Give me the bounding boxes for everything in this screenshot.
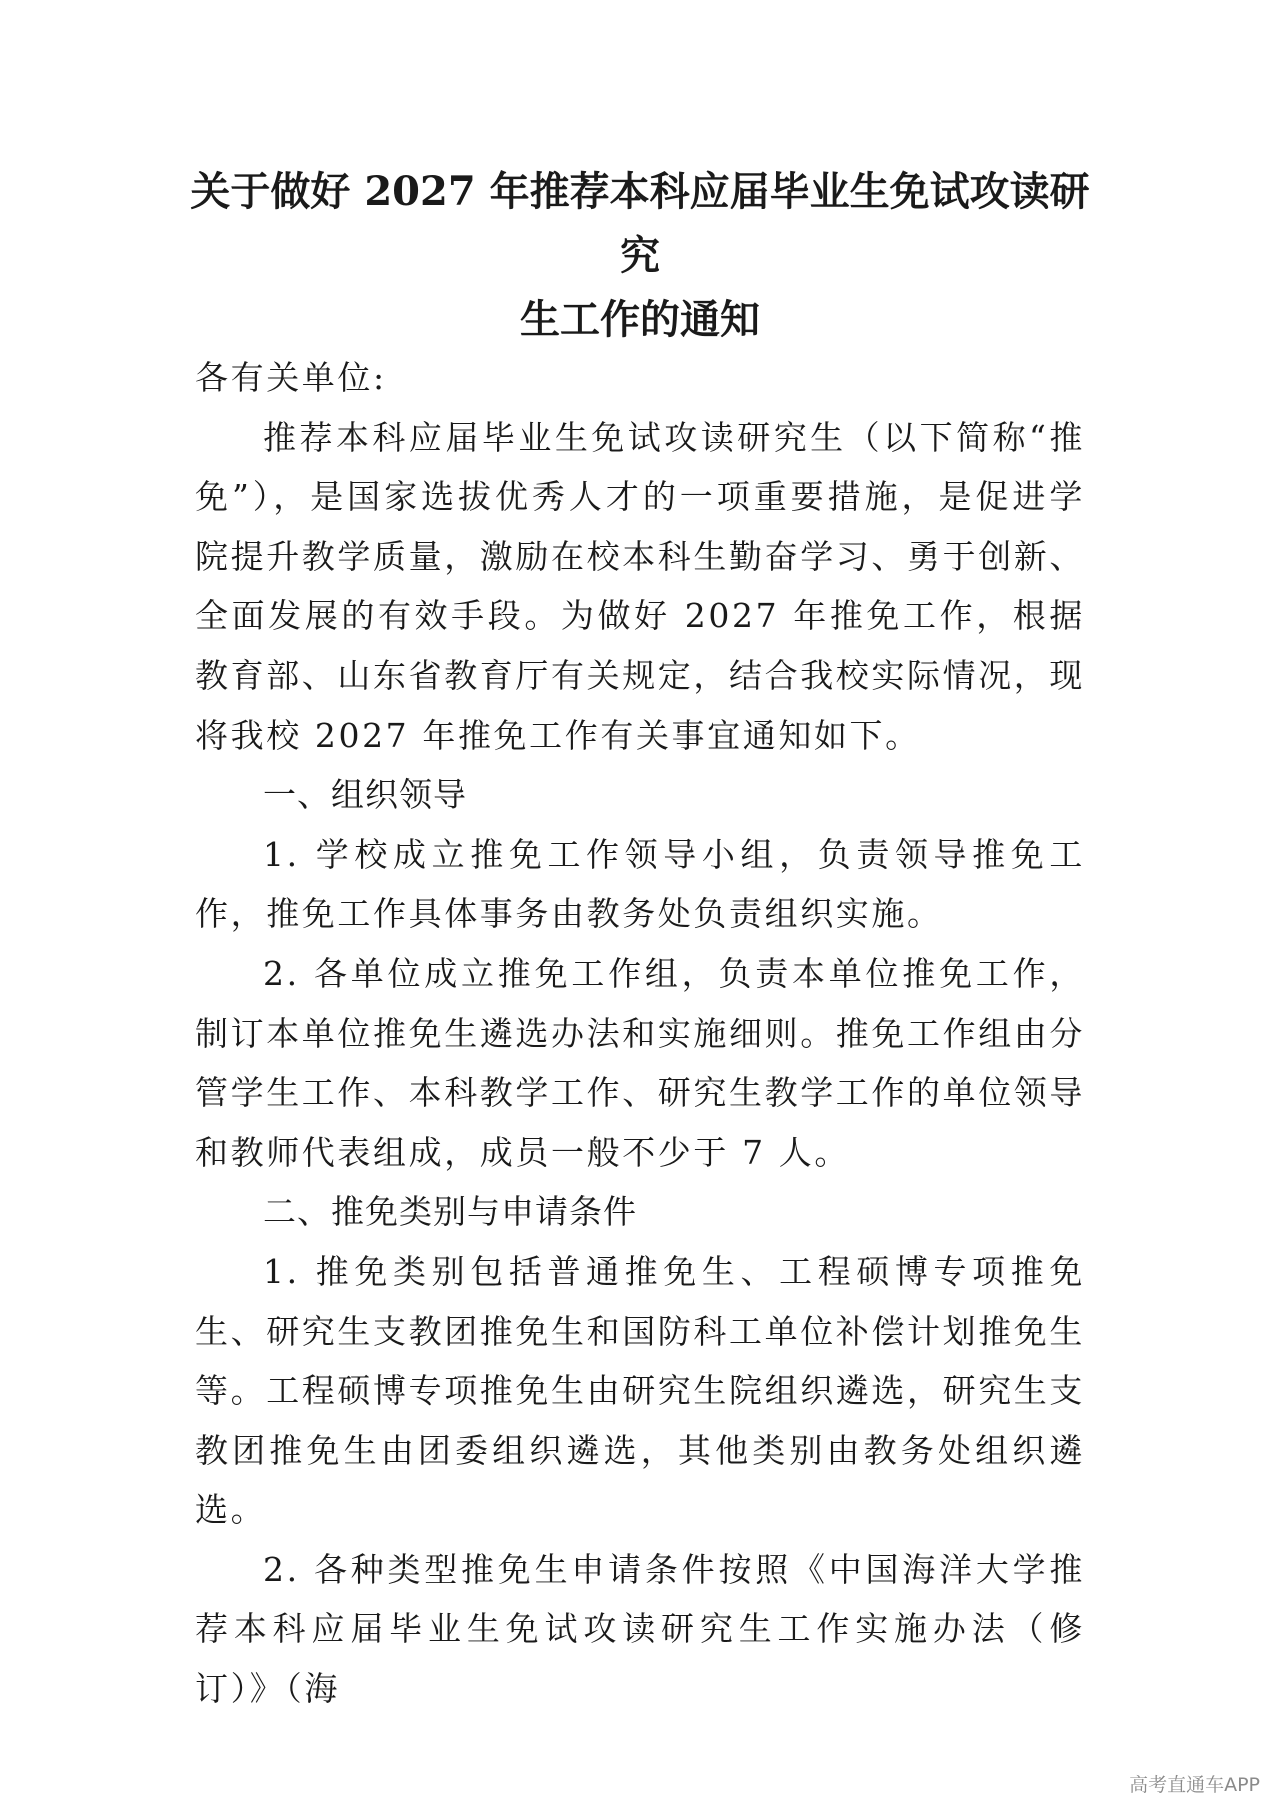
title-line-2: 生工作的通知: [520, 296, 760, 343]
paragraph-categories: 1. 推免类别包括普通推免生、工程硕博专项推免生、研究生支教团推免生和国防科工单位补偿计划推免生等。工程硕博专项推免生由研究生院组织遴选，研究生支教团推免生由团委组织遴选，其他类别由教务处组织遴选。: [195, 1251, 1085, 1530]
section-heading-organization: 一、组织领导: [263, 775, 467, 815]
document-title: [180, 160, 1100, 352]
document-body: [195, 348, 1085, 1719]
paragraph-conditions: 2. 各种类型推免生申请条件按照《中国海洋大学推荐本科应届毕业生免试攻读研究生工作实施办法（修订）》（海: [195, 1549, 1085, 1709]
salutation: 各有关单位:: [195, 358, 387, 397]
watermark: 高考直通车APP: [1129, 1774, 1260, 1796]
paragraph-working-group: 2. 各单位成立推免工作组，负责本单位推免工作，制订本单位推免生遴选办法和实施细则。推免工作组由分管学生工作、本科教学工作、研究生教学工作的单位领导和教师代表组成，成员一般不少于 7 人。: [195, 953, 1085, 1172]
intro-paragraph: 推荐本科应届毕业生免试攻读研究生（以下简称“推免”），是国家选拔优秀人才的一项重要措施，是促进学院提升教学质量，激励在校本科生勤奋学习、勇于创新、全面发展的有效手段。为做好 2027 年推免工作，根据教育部、山东省教育厅有关规定，结合我校实际情况，现将我校 2027 年推免工作有关事宜通知如下。: [195, 417, 1085, 755]
paragraph-leadership-group: 1. 学校成立推免工作领导小组，负责领导推免工作，推免工作具体事务由教务处负责组织实施。: [195, 834, 1085, 934]
title-line-1: 关于做好 2027 年推荐本科应届毕业生免试攻读研究: [190, 168, 1090, 279]
section-heading-categories: 二、推免类别与申请条件: [263, 1192, 637, 1232]
